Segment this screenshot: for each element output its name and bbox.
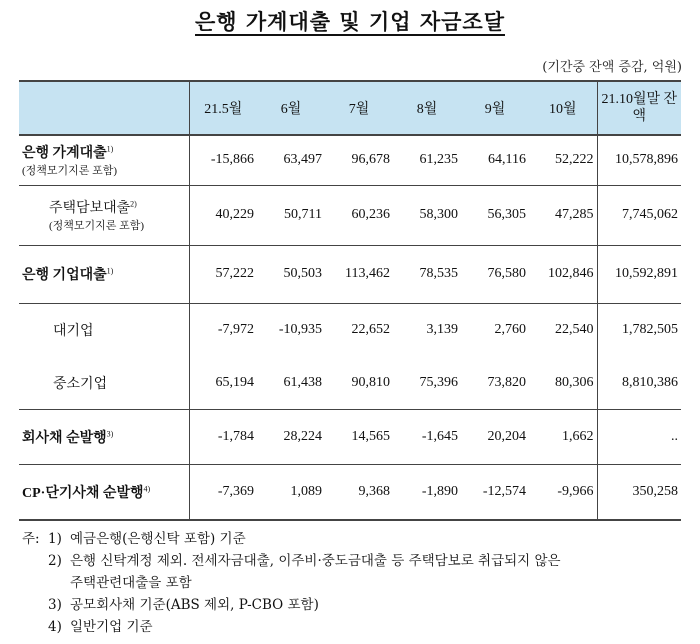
row-label: [19, 185, 189, 245]
col-header: 10월: [529, 81, 597, 135]
table-cell: 76,580: [461, 245, 529, 303]
table-cell: 75,396: [393, 357, 461, 409]
col-header: 8월: [393, 81, 461, 135]
table-cell: 64,116: [461, 135, 529, 185]
footnote-number: 1): [48, 531, 62, 547]
footnote-item: [22, 594, 682, 616]
row-label: [19, 303, 189, 357]
row-subtitle: (정책모기지론 포함): [49, 220, 145, 232]
table-cell: 58,300: [393, 185, 461, 245]
footnote-item: [22, 550, 682, 572]
footnote-number: 2): [48, 553, 62, 569]
balance-cell: 10,578,896: [597, 135, 681, 185]
col-header: 7월: [325, 81, 393, 135]
row-title: 대기업: [53, 324, 94, 340]
balance-cell: 7,745,062: [597, 185, 681, 245]
row-title: 은행 가계대출: [22, 146, 107, 162]
balance-cell: ..: [597, 409, 681, 464]
footnote-number: 4): [48, 619, 62, 635]
row-label: [19, 409, 189, 464]
table-cell: -1,784: [189, 409, 257, 464]
footnote-mark: 1): [106, 266, 114, 276]
table-cell: 56,305: [461, 185, 529, 245]
table-cell: 14,565: [325, 409, 393, 464]
table-cell: 61,235: [393, 135, 461, 185]
footnote-continuation: 주택관련대출을 포함: [70, 575, 192, 591]
table-cell: 50,711: [257, 185, 325, 245]
footnote-mark: 3): [106, 428, 114, 438]
table-cell: 9,368: [325, 464, 393, 520]
footnote-mark: 4): [143, 484, 151, 494]
col-header: 9월: [461, 81, 529, 135]
row-title: 중소기업: [53, 376, 108, 392]
balance-cell: 350,258: [597, 464, 681, 520]
table-cell: -1,645: [393, 409, 461, 464]
page-title: 은행 가계대출 및 기업 자금조달: [195, 9, 505, 34]
table-row: [19, 135, 681, 185]
footnote-mark: 2): [130, 199, 137, 209]
footnote-prefix: 주:: [22, 531, 40, 547]
table-cell: -15,866: [189, 135, 257, 185]
table-row: [19, 245, 681, 303]
balance-cell: 8,810,386: [597, 357, 681, 409]
footnote-text: 공모회사채 기준(ABS 제외, P-CBO 포함): [70, 597, 319, 613]
footnote-mark: 1): [106, 144, 114, 154]
table-cell: 50,503: [257, 245, 325, 303]
table-row: [19, 357, 681, 409]
table-cell: 28,224: [257, 409, 325, 464]
table-cell: 52,222: [529, 135, 597, 185]
table-cell: -9,966: [529, 464, 597, 520]
footnote-text: 예금은행(은행신탁 포함) 기준: [70, 531, 246, 547]
table-cell: 102,846: [529, 245, 597, 303]
table-cell: 57,222: [189, 245, 257, 303]
table-row: [19, 185, 681, 245]
table-cell: 2,760: [494, 322, 526, 338]
table-cell: 3,139: [426, 322, 458, 338]
table-cell: 73,820: [461, 357, 529, 409]
unit-note: (기간중 잔액 증감, 억원): [542, 60, 682, 75]
table-cell: 22,652: [351, 322, 390, 338]
table-cell: -1,890: [393, 464, 461, 520]
row-subtitle: (정책모기지론 포함): [22, 165, 118, 178]
table-cell: -12,574: [461, 464, 529, 520]
table-cell: 40,229: [189, 185, 257, 245]
balance-cell: 1,782,505: [597, 303, 681, 357]
balance-cell: 10,592,891: [597, 245, 681, 303]
table-cell: 65,194: [189, 357, 257, 409]
footnotes: [22, 528, 682, 638]
loan-table: [19, 80, 681, 521]
footnote-text: 일반기업 기준: [70, 619, 153, 635]
table-row: [19, 409, 681, 464]
row-title: 주택담보대출: [49, 201, 131, 216]
footnote-item: [22, 616, 682, 638]
table-row: [19, 464, 681, 520]
col-header: 21.5월: [189, 81, 257, 135]
table-cell: -10,935: [278, 322, 322, 338]
table-cell: -7,369: [189, 464, 257, 520]
table-cell: 60,236: [325, 185, 393, 245]
col-header-balance: 21.10월말 잔액: [597, 81, 681, 135]
row-title: CP·단기사채 순발행: [22, 485, 144, 501]
table-cell: 20,204: [461, 409, 529, 464]
table-cell: 90,810: [325, 357, 393, 409]
header-corner: [19, 81, 189, 135]
table-cell: 113,462: [325, 245, 393, 303]
footnote-text: 은행 신탁계정 제외. 전세자금대출, 이주비·중도금대출 등 주택담보로 취급되지 않은: [70, 553, 561, 569]
table-row: [19, 303, 681, 357]
table-cell: 78,535: [393, 245, 461, 303]
table-cell: 96,678: [325, 135, 393, 185]
table-cell: 22,540: [555, 322, 594, 338]
table-cell: 47,285: [529, 185, 597, 245]
table-cell: 61,438: [257, 357, 325, 409]
row-title: 회사채 순발행: [22, 430, 107, 446]
table-cell: 1,089: [257, 464, 325, 520]
table-cell: 1,662: [529, 409, 597, 464]
table-cell: 80,306: [529, 357, 597, 409]
col-header: 6월: [257, 81, 325, 135]
row-label: [19, 464, 189, 520]
row-title: 은행 기업대출: [22, 268, 107, 283]
row-label: [19, 357, 189, 409]
footnote-number: 3): [48, 597, 62, 613]
footnote-item: [22, 528, 682, 550]
row-label: [19, 245, 189, 303]
header-row: [19, 81, 681, 135]
table-cell: -7,972: [217, 322, 254, 338]
row-label: [19, 135, 189, 185]
table-cell: 63,497: [257, 135, 325, 185]
